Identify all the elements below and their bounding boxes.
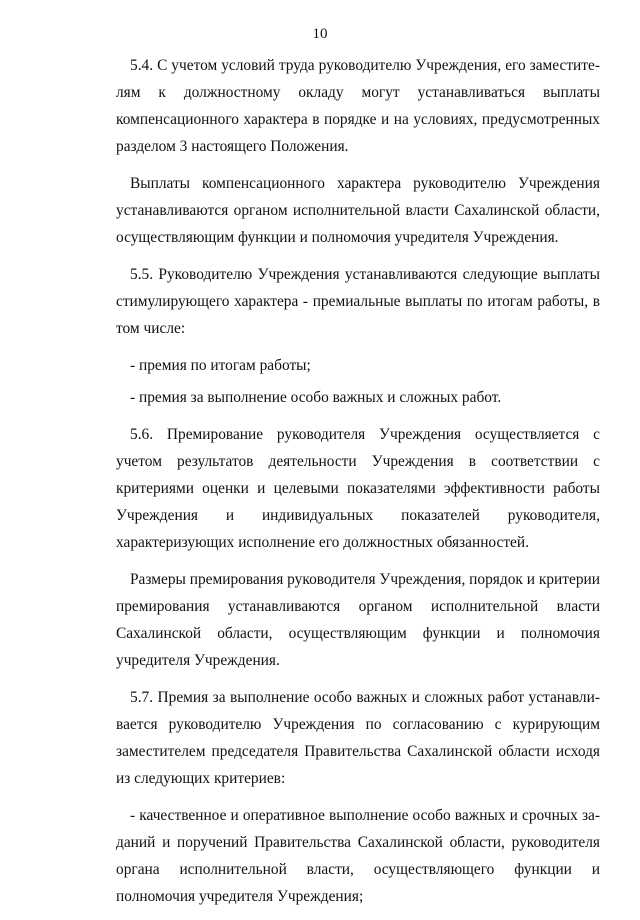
paragraph-bonus-sizes: Размеры премирования руководителя Учреждения, порядок и критерии премирования устанавливаются органом исполнительной власти Сахалинской области, осуществляющим функции и полномочия учредителя Учреждения. (116, 571, 600, 669)
paragraph-5-5: 5.5. Руководителю Учреждения устанавливаются следующие выплаты стимулирующего характера - премиальные выплаты по итогам работы, в том числе: (116, 266, 600, 337)
page-number: 10 (312, 26, 328, 42)
list-item-work-results-bonus: - премия по итогам работы; (130, 357, 311, 374)
paragraph-compensation-payments: Выплаты компенсационного характера руководителю Учреждения устанавливаются органом исполнительной власти Сахалинской области, осуществляющим функции и полномочия учредителя Учреждения. (116, 175, 600, 246)
paragraph-5-6: 5.6. Премирование руководителя Учреждения осуществляется с учетом результатов деятельности Учреждения в соответствии с критериями оценки и целевыми показателями эффективности работы Учреждения и индивидуальных показателей руководителя, характеризующих исполнение его должностных обязанностей. (116, 426, 600, 551)
paragraph-5-4: 5.4. С учетом условий труда руководителю Учреждения, его заместителям к должностному окладу могут устанавливаться выплаты компенсационного характера в порядке и на условиях, предусмотренных разделом 3 настоящего Положения. (116, 57, 600, 155)
document-body (116, 52, 600, 920)
list-item-quality-execution: - качественное и оперативное выполнение особо важных и срочных заданий и поручений Правительства Сахалинской области, руководителя органа исполнительной власти, осуществляющего функции и полномочия учредителя Учреждения; (116, 807, 600, 905)
paragraph-5-7: 5.7. Премия за выполнение особо важных и сложных работ устанавливается руководителю Учреждения по согласованию с курирующим заместителем председателя Правительства Сахалинской области исходя из следующих критериев: (116, 689, 600, 787)
list-item-important-work-bonus: - премия за выполнение особо важных и сложных работ. (130, 389, 502, 406)
